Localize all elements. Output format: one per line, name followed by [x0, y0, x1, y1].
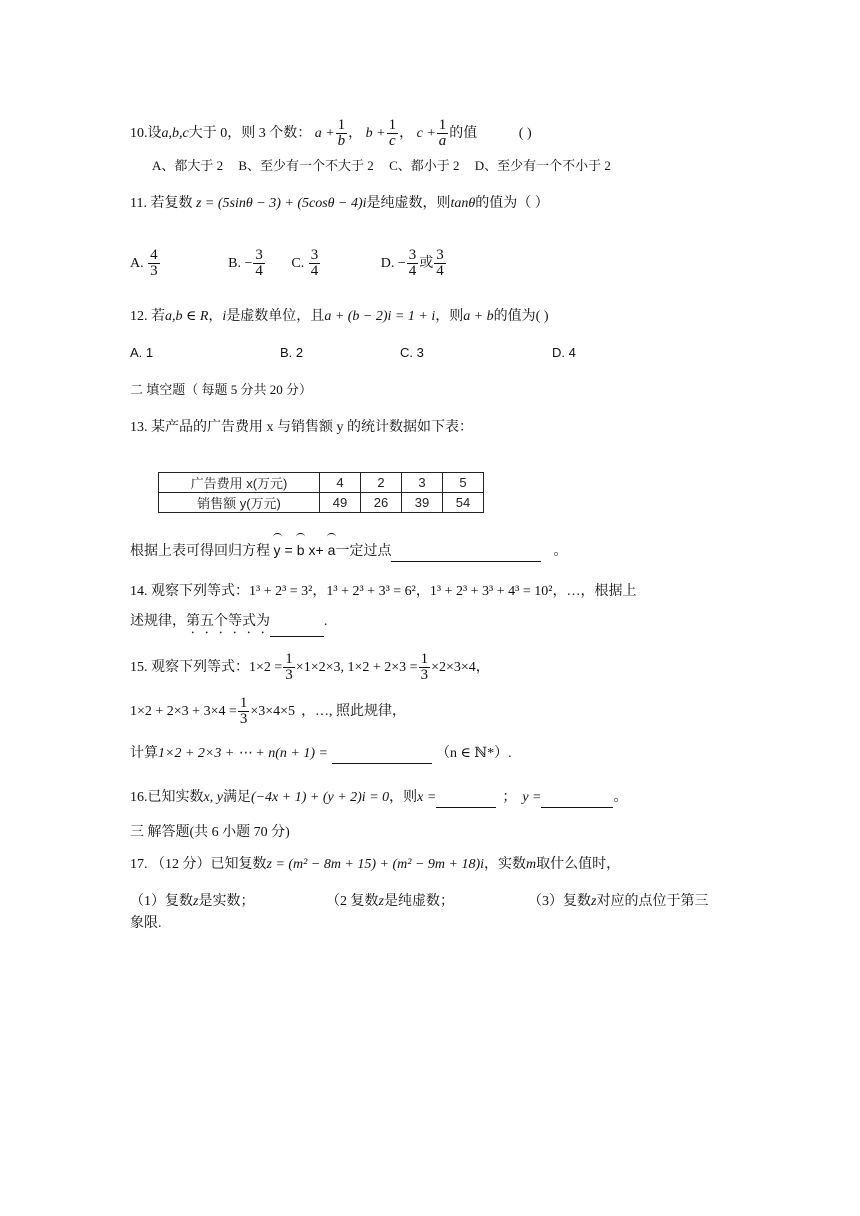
- q15-answer-blank[interactable]: [332, 747, 432, 764]
- q15-sum: 1×2 + 2×3 + ⋯ + n(n + 1) =: [158, 746, 328, 761]
- q10-stem2: 大于 0，则 3 个数：: [188, 126, 312, 141]
- q15-eq3-tail: ×3×4×5: [250, 704, 296, 719]
- q10-expr3-lead: c +: [416, 126, 436, 141]
- q13-stem: 13. 某产品的广告费用 x 与销售额 y 的统计数据如下表：: [130, 420, 473, 435]
- q13-answer-blank[interactable]: [391, 545, 541, 562]
- q10-label: 10.设: [130, 126, 162, 141]
- q13-a-hat: a: [327, 542, 336, 558]
- q16-eq: (−4x + 1) + (y + 2)i = 0: [250, 790, 390, 805]
- q16-vars: x, y: [203, 790, 223, 805]
- q12-option-a: A. 1: [130, 345, 154, 360]
- table-cell: 3: [402, 473, 443, 493]
- table-cell: 26: [361, 493, 402, 513]
- q11-mid: 是纯虚数，则: [366, 196, 451, 211]
- q17-label: 17. （12 分）已知复数: [130, 857, 267, 872]
- q17-tail: 取什么值时，: [536, 857, 621, 872]
- q12-mid2: 是虚数单位，且: [226, 309, 325, 324]
- q13-line-a: 根据上表可得回归方程: [130, 544, 270, 559]
- q17-mid: ，实数: [484, 857, 527, 872]
- q12-sum: a + b: [463, 309, 494, 324]
- q15-line-1: 15. 观察下列等式：1×2 = $\frac{1}{3}$ ×1×2×3, 1×2 + 2×3 = $\frac{1}{3}$ ×2×3×4，: [130, 650, 490, 684]
- q14-line-1: 14. 观察下列等式：1³ + 2³ = 3²，1³ + 2³ + 3³ = 6²，1³ + 2³ + 3³ + 4³ = 10²，…，根据上: [130, 584, 637, 599]
- q16-line: [130, 788, 627, 808]
- q12-comma: ，: [208, 309, 223, 324]
- q11-label: 11. 若复数: [130, 196, 193, 211]
- q15-calc: 计算: [130, 746, 158, 761]
- q13-regression-line: [130, 540, 567, 562]
- q16-mid2: ，则: [389, 790, 418, 805]
- q15-eq2-frac: $\frac{1}{3}$: [420, 650, 429, 684]
- q13-line-b: 一定过点: [335, 542, 392, 558]
- q10-expr2-lead: b +: [365, 126, 386, 141]
- q11-tan: tanθ: [450, 196, 476, 211]
- q10-option-d: D、至少有一个不小于 2: [474, 158, 611, 173]
- q14-line2c: .: [324, 614, 328, 629]
- q13-x: x+: [308, 542, 324, 558]
- q14-answer-blank[interactable]: [270, 620, 324, 637]
- q10-expr1-lead: a +: [314, 126, 335, 141]
- q15-eq3-lead: 1×2 + 2×3 + 3×4 =: [130, 704, 237, 719]
- table-cell: 5: [443, 473, 484, 493]
- q12-option-d: D. 4: [552, 345, 576, 360]
- q17-m: m: [526, 857, 537, 872]
- table-row: [159, 473, 484, 493]
- q15-eq2-tail: ×2×3×4: [431, 660, 476, 675]
- table-cell: 49: [320, 493, 361, 513]
- q14-label: 14. 观察下列等式：: [130, 584, 249, 599]
- q17-expr: z = (m² − 8m + 15) + (m² − 9m + 18)i: [266, 857, 485, 872]
- q12-stem-line: [130, 307, 549, 327]
- q15-eq1-frac: $\frac{1}{3}$: [285, 650, 293, 684]
- q16-end: 。: [613, 790, 628, 805]
- q11-tail: 的值为（ ）: [475, 196, 549, 211]
- q17-part-3: （3）复数z对应的点位于第三: [528, 894, 709, 909]
- q10-option-c: C、都小于 2: [389, 158, 460, 173]
- q15-eq1-tail: ×1×2×3: [295, 660, 341, 675]
- q15-cond: （n ∈ ℕ*）.: [435, 746, 512, 761]
- q14-line-2: [130, 612, 328, 637]
- q12-eq: a + (b − 2)i = 1 + i: [324, 309, 436, 324]
- q10-option-a: A、都大于 2: [152, 158, 224, 173]
- q17-part-3-continued: 象限.: [130, 916, 162, 931]
- q13-end: 。: [553, 544, 568, 559]
- q15-eq3-continue: ，…, 照此规律，: [301, 704, 407, 719]
- q14-eq1: 1³ + 2³ = 3²: [249, 584, 313, 599]
- q11-expr: z = (5sinθ − 3) + (5cosθ − 4)i: [195, 196, 367, 211]
- q12-cond: a,b ∈ R: [165, 309, 209, 324]
- q17-part-2: （2 复数z是纯虚数；: [326, 894, 454, 909]
- q12-label: 12. 若: [130, 309, 165, 324]
- q16-sep: ；: [502, 790, 517, 805]
- q12-option-c: C. 3: [400, 345, 424, 360]
- q12-option-b: B. 2: [280, 345, 304, 360]
- table-header-sales: 销售额 y(万元): [159, 493, 320, 513]
- q10-tail: 的值: [449, 126, 478, 141]
- table-cell: 54: [443, 493, 484, 513]
- q10-options: [152, 156, 611, 176]
- q12-tail: 的值为( ): [493, 309, 549, 324]
- q16-mid: 满足: [222, 790, 251, 805]
- q12-mid3: ，则: [435, 309, 464, 324]
- q14-eq2: 1³ + 2³ + 3³ = 6²: [326, 584, 416, 599]
- q14-eq3: 1³ + 2³ + 3³ + 4³ = 10²: [429, 584, 553, 599]
- q10-frac3: $\frac{1}{a}$: [438, 116, 447, 150]
- q10-frac1: $\frac{1}{b}$: [337, 116, 346, 150]
- q13-equals: =: [284, 542, 293, 558]
- q11-options: [130, 242, 447, 286]
- q15-line-3: [130, 744, 512, 764]
- table-cell: 2: [361, 473, 402, 493]
- q16-x-blank[interactable]: [436, 791, 496, 808]
- q13-b-hat: b: [296, 542, 305, 558]
- q17-parts: [130, 892, 708, 912]
- q15-eq2-lead: 1×2 + 2×3 =: [347, 660, 418, 675]
- q16-y-label: y =: [522, 790, 542, 805]
- q15-label: 15. 观察下列等式：: [130, 660, 249, 675]
- q10-frac2: $\frac{1}{c}$: [388, 116, 397, 150]
- table-row: [159, 493, 484, 513]
- q14-line2a: 述规律，: [130, 614, 186, 629]
- q16-y-blank[interactable]: [541, 791, 613, 808]
- q15-eq1-lead: 1×2 =: [249, 660, 283, 675]
- q10-vars: a,b,c: [161, 126, 189, 141]
- q17-part-1: （1）复数z是实数；: [130, 894, 255, 909]
- q14-tail: ，…，根据上: [552, 584, 637, 599]
- q11-stem-line: [130, 194, 549, 214]
- q10-stem-line: 10.设a,b,c大于 0，则 3 个数： a + $\frac{1}{b}$ ， b + $\frac{1}{c}$ ， c + $\frac{1}{a}$ 的值 ( ): [130, 116, 532, 150]
- q15-line-2: [130, 692, 406, 732]
- q12-i: i: [222, 309, 227, 324]
- q16-label: 16.已知实数: [130, 790, 204, 805]
- q10-answer-paren: ( ): [518, 126, 532, 141]
- q11-option-b: B. − $\frac{3}{4}$: [228, 246, 263, 280]
- q13-y-hat: y: [273, 542, 281, 558]
- q17-stem-line: [130, 855, 620, 875]
- q15-eq3-frac: $\frac{1}{3}$: [239, 694, 248, 728]
- q11-option-a: A. $\frac{4}{3}$: [130, 246, 158, 280]
- q16-x-label: x =: [417, 790, 437, 805]
- q11-option-d: D. − $\frac{3}{4}$ 或 $\frac{3}{4}$: [380, 246, 444, 280]
- q10-option-b: B、至少有一个不大于 2: [238, 158, 374, 173]
- q12-options: [130, 343, 576, 363]
- table-cell: 4: [320, 473, 361, 493]
- section-solve-heading: 三 解答题(共 6 小题 70 分): [130, 825, 290, 840]
- table-header-ad-cost: 广告费用 x(万元): [159, 473, 320, 493]
- q11-option-c: C. $\frac{3}{4}$: [291, 246, 319, 280]
- q14-line2b: 第五个等式为: [186, 614, 270, 629]
- section-fill-in-heading: 二 填空题（ 每题 5 分共 20 分）: [130, 382, 313, 397]
- table-cell: 39: [402, 493, 443, 513]
- q13-data-table: [158, 472, 484, 513]
